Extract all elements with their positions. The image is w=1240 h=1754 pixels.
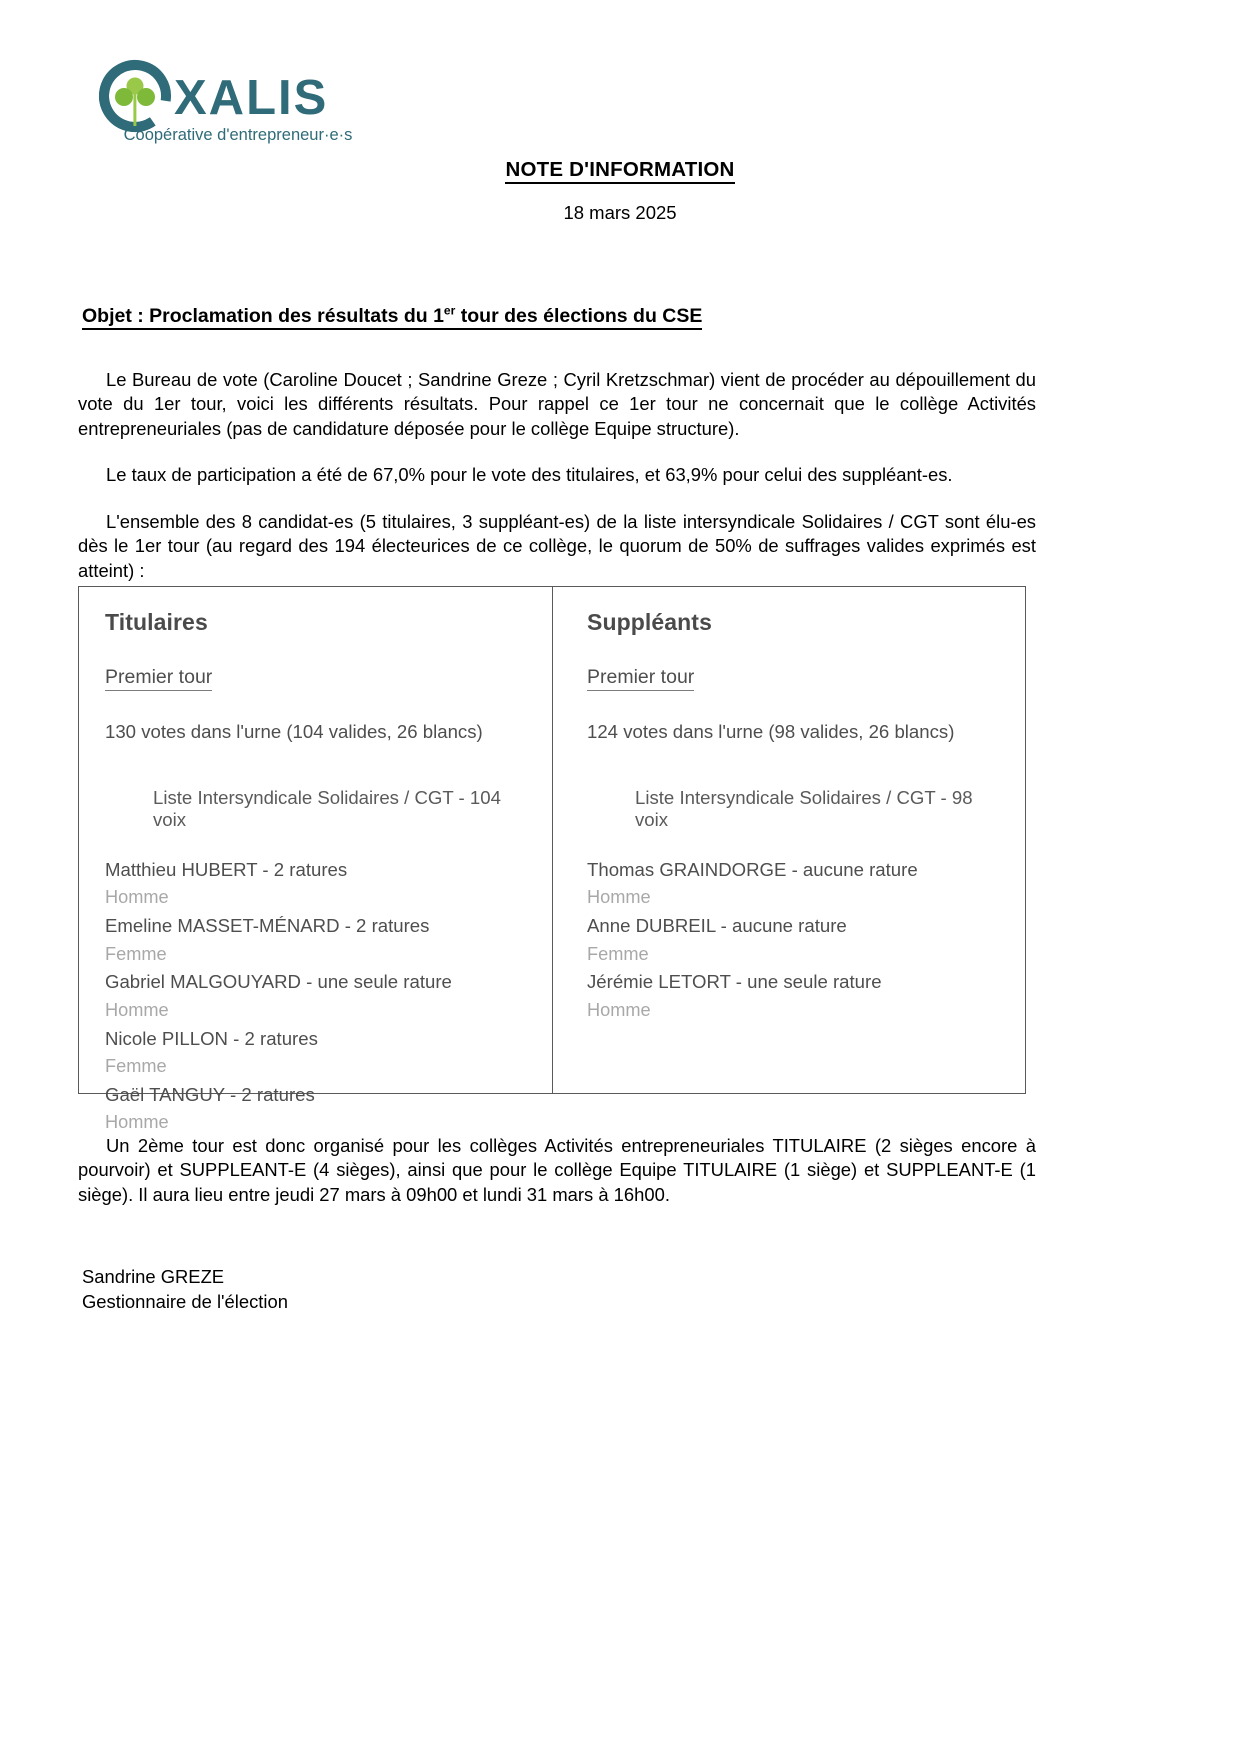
subject-superscript: er	[443, 303, 456, 318]
list-item: Gabriel MALGOUYARD - une seule rature	[105, 971, 452, 993]
candidate-gender: Homme	[105, 999, 169, 1020]
list-item: Matthieu HUBERT - 2 ratures	[105, 859, 348, 880]
list-item: Gaël TANGUY - 2 ratures	[105, 1083, 315, 1105]
clover-leaf-right	[137, 88, 155, 106]
subject-underlined	[82, 305, 702, 330]
candidate-gender: Homme	[105, 887, 169, 908]
column-round-label-suppleants: Premier tour	[587, 666, 694, 691]
column-title-titulaires: Titulaires	[105, 609, 208, 635]
candidate-gender: Femme	[105, 943, 167, 964]
results-table	[78, 586, 1026, 1133]
results-column-suppleants	[552, 587, 1025, 1093]
paragraph-second-tour: Un 2ème tour est donc organisé pour les collèges Activités entrepreneuriales TITULAIRE (2 sièges encore à pourvoir) et SUPPLEANT-E (4 sièges), ainsi que pour le collège Equipe TITULAIRE (1 siège) et SUPPLEANT-E (1 siège). Il aura lieu entre jeudi 27 mars à 09h00 et lundi 31 mars à 16h00.	[78, 1135, 1036, 1205]
clover-stem	[133, 94, 136, 126]
list-item: Anne DUBREIL - aucune rature	[587, 915, 847, 937]
candidate-list-titulaires	[105, 857, 532, 1136]
list-item: Emeline MASSET-MÉNARD - 2 ratures	[105, 915, 430, 937]
column-votes-suppleants: 124 votes dans l'urne (98 valides, 26 blancs)	[587, 721, 955, 742]
candidate-gender: Femme	[105, 1056, 167, 1077]
candidate-gender: Homme	[587, 887, 651, 908]
candidate-gender: Femme	[587, 943, 649, 964]
body-text	[78, 368, 1036, 583]
paragraph-participation: Le taux de participation a été de 67,0% pour le vote des titulaires, et 63,9% pour celui des suppléant-es.	[106, 464, 953, 486]
candidate-list-suppleants	[587, 857, 1005, 1024]
column-round-titulaires	[105, 666, 532, 689]
signature-block	[82, 1265, 288, 1315]
column-round-label-titulaires: Premier tour	[105, 666, 212, 691]
page-title-text: NOTE D'INFORMATION	[505, 158, 734, 184]
candidate-gender: Homme	[105, 1112, 169, 1133]
column-list-suppleants: Liste Intersyndicale Solidaires / CGT - 98 voix	[635, 787, 973, 830]
candidate-gender: Homme	[587, 999, 651, 1020]
signature-name: Sandrine GREZE	[82, 1266, 225, 1287]
subject-line	[82, 305, 702, 328]
list-item: Thomas GRAINDORGE - aucune rature	[587, 859, 918, 880]
page-title	[0, 158, 1240, 182]
logo-brand-text: XALIS	[174, 71, 329, 125]
clover-leaf-left	[115, 88, 133, 106]
results-column-titulaires	[79, 587, 552, 1133]
subject-rest: tour des élections du CSE	[455, 305, 703, 327]
logo-svg	[88, 52, 388, 147]
column-round-suppleants	[587, 666, 1005, 689]
closing-text	[78, 1134, 1036, 1207]
column-title-suppleants: Suppléants	[587, 609, 712, 635]
paragraph-elus: L'ensemble des 8 candidat-es (5 titulaires, 3 suppléant-es) de la liste intersyndicale Solidaires / CGT sont élu-es dès le 1er tour (au regard des 194 électeurices de ce collège, le quorum de 50% de suffrages valides exprimés est atteint) :	[78, 510, 1036, 581]
paragraph-bureau-de-vote: Le Bureau de vote (Caroline Doucet ; Sandrine Greze ; Cyril Kretzschmar) vient de procéder au dépouillement du vote du 1er tour, voici les différents résultats. Pour rappel ce 1er tour ne concernait que le collège Activités entrepreneuriales (pas de candidature déposée pour le collège Equipe structure).	[78, 369, 1036, 439]
signature-role: Gestionnaire de l'élection	[82, 1290, 288, 1312]
column-list-titulaires: Liste Intersyndicale Solidaires / CGT - 104 voix	[153, 787, 501, 830]
oxalis-logo	[88, 52, 388, 147]
logo-tagline: Coopérative d'entrepreneur·e·s	[123, 126, 353, 144]
list-item: Nicole PILLON - 2 ratures	[105, 1027, 318, 1049]
list-item: Jérémie LETORT - une seule rature	[587, 971, 882, 993]
document-date: 18 mars 2025	[563, 202, 677, 223]
subject-label: Objet : Proclamation des résultats du 1	[82, 305, 444, 327]
column-votes-titulaires: 130 votes dans l'urne (104 valides, 26 blancs)	[105, 721, 483, 742]
